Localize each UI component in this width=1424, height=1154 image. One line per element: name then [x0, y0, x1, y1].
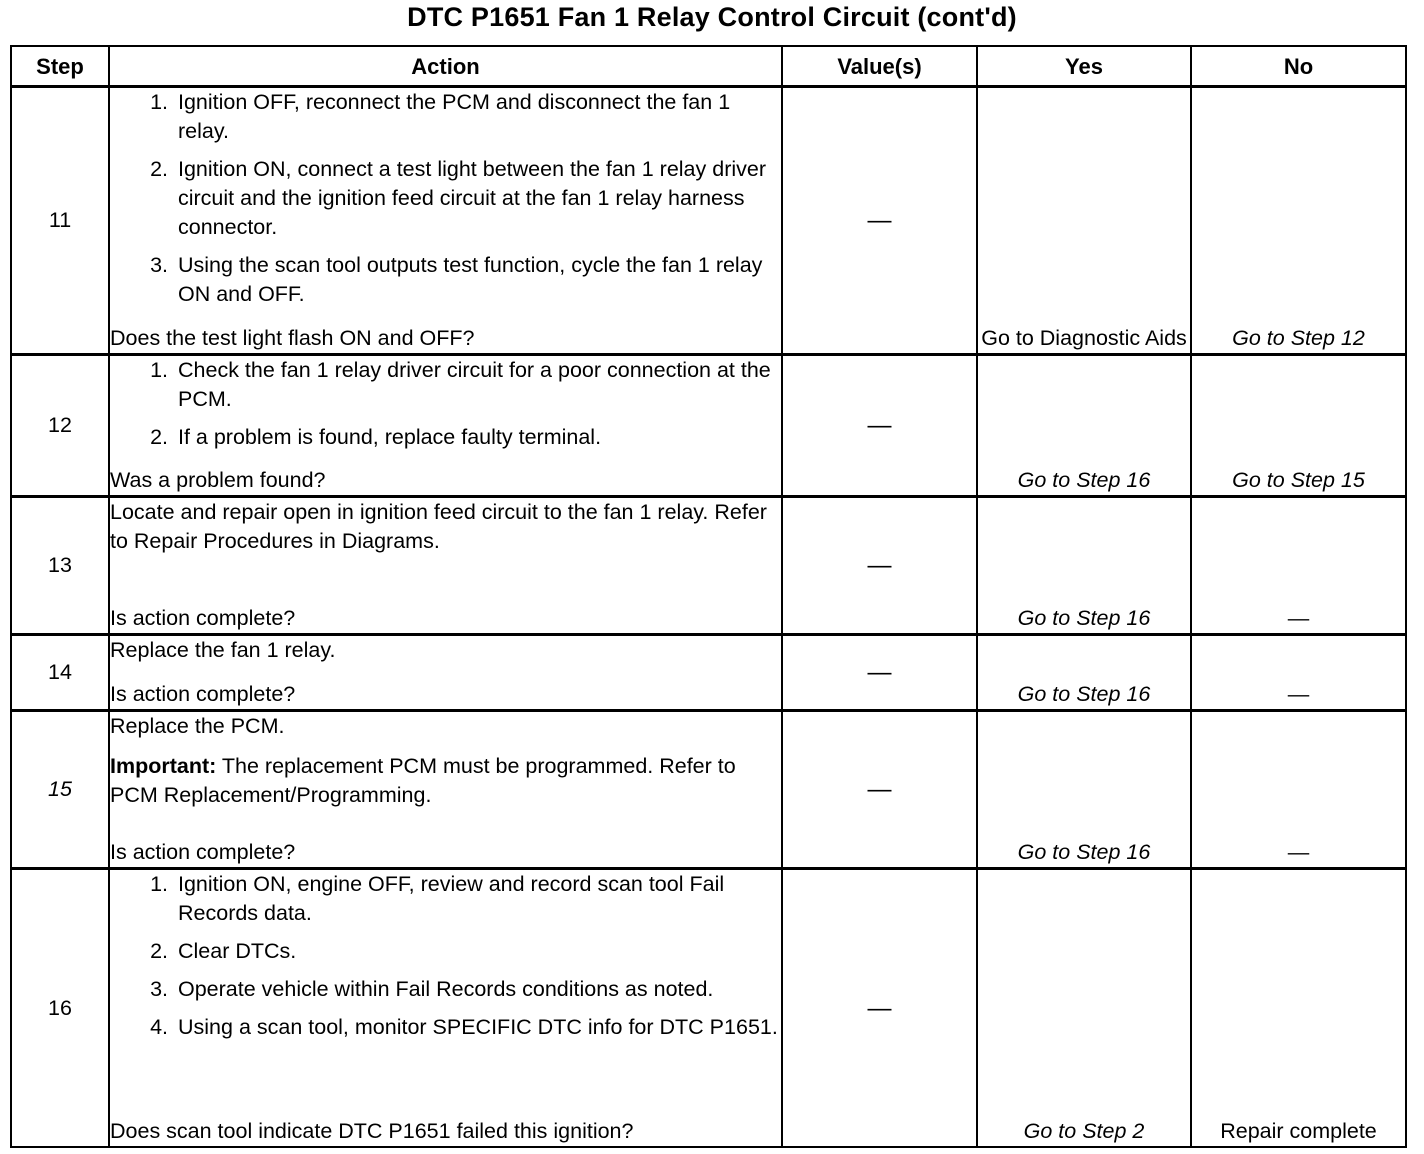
action-cell — [109, 497, 782, 635]
value-cell: — — [782, 869, 977, 1147]
action-steps — [110, 870, 781, 1042]
table-row — [11, 355, 1406, 497]
value-cell: — — [782, 87, 977, 355]
header-no: No — [1191, 46, 1406, 87]
table-row — [11, 497, 1406, 635]
yes-cell: Go to Step 2 — [977, 869, 1191, 1147]
important-label: Important: — [110, 754, 217, 779]
yes-cell: Go to Diagnostic Aids — [977, 87, 1191, 355]
action-cell — [109, 355, 782, 497]
action-question: Is action complete? — [110, 682, 296, 707]
header-values: Value(s) — [782, 46, 977, 87]
step-number: 14 — [11, 635, 109, 711]
action-step: 2. If a problem is found, replace faulty terminal. — [174, 423, 781, 452]
header-action: Action — [109, 46, 782, 87]
value-cell: — — [782, 711, 977, 869]
yes-cell: Go to Step 16 — [977, 497, 1191, 635]
action-step: 2. Ignition ON, connect a test light between the fan 1 relay driver circuit and the ignition feed circuit at the fan 1 relay harness connector. — [174, 155, 781, 242]
important-text: The replacement PCM must be programmed. Refer to PCM Replacement/Programming. — [110, 754, 736, 808]
action-text: Replace the fan 1 relay. — [110, 638, 336, 663]
yes-cell: Go to Step 16 — [977, 355, 1191, 497]
action-step: 3. Using the scan tool outputs test function, cycle the fan 1 relay ON and OFF. — [174, 251, 781, 309]
action-step: 4. Using a scan tool, monitor SPECIFIC DTC info for DTC P1651. — [174, 1013, 781, 1042]
action-cell — [109, 711, 782, 869]
yes-cell: Go to Step 16 — [977, 635, 1191, 711]
header-step: Step — [11, 46, 109, 87]
header-row — [11, 46, 1406, 87]
no-cell: Repair complete — [1191, 869, 1406, 1147]
step-number: 13 — [11, 497, 109, 635]
action-question: Does the test light flash ON and OFF? — [110, 326, 475, 351]
table-row — [11, 635, 1406, 711]
action-question: Is action complete? — [110, 606, 296, 631]
action-step: 2. Clear DTCs. — [174, 937, 781, 966]
value-cell: — — [782, 497, 977, 635]
step-number: 11 — [11, 87, 109, 355]
step-number: 16 — [11, 869, 109, 1147]
action-question: Is action complete? — [110, 840, 296, 865]
action-step: 1. Ignition ON, engine OFF, review and record scan tool Fail Records data. — [174, 870, 781, 928]
diagnostic-table — [10, 45, 1407, 1148]
no-cell: — — [1191, 497, 1406, 635]
action-step: 1. Ignition OFF, reconnect the PCM and disconnect the fan 1 relay. — [174, 88, 781, 146]
no-cell: — — [1191, 635, 1406, 711]
important-note — [110, 752, 781, 810]
step-number: 12 — [11, 355, 109, 497]
yes-cell: Go to Step 16 — [977, 711, 1191, 869]
value-cell: — — [782, 635, 977, 711]
table-row — [11, 869, 1406, 1147]
no-cell: Go to Step 12 — [1191, 87, 1406, 355]
action-cell — [109, 635, 782, 711]
action-question: Was a problem found? — [110, 468, 326, 493]
action-step: 1. Check the fan 1 relay driver circuit for a poor connection at the PCM. — [174, 356, 781, 414]
no-cell: Go to Step 15 — [1191, 355, 1406, 497]
action-text: Replace the PCM. — [110, 714, 285, 739]
action-steps — [110, 88, 781, 309]
action-steps — [110, 356, 781, 452]
no-cell: — — [1191, 711, 1406, 869]
action-text: Locate and repair open in ignition feed circuit to the fan 1 relay. Refer to Repair Procedures in Diagrams. — [110, 500, 767, 554]
table-row — [11, 87, 1406, 355]
table-row — [11, 711, 1406, 869]
action-cell — [109, 869, 782, 1147]
header-yes: Yes — [977, 46, 1191, 87]
step-number: 15 — [11, 711, 109, 869]
action-cell — [109, 87, 782, 355]
action-question: Does scan tool indicate DTC P1651 failed this ignition? — [110, 1119, 634, 1143]
page-title: DTC P1651 Fan 1 Relay Control Circuit (cont'd) — [407, 2, 1017, 32]
value-cell: — — [782, 355, 977, 497]
action-step: 3. Operate vehicle within Fail Records conditions as noted. — [174, 975, 781, 1004]
